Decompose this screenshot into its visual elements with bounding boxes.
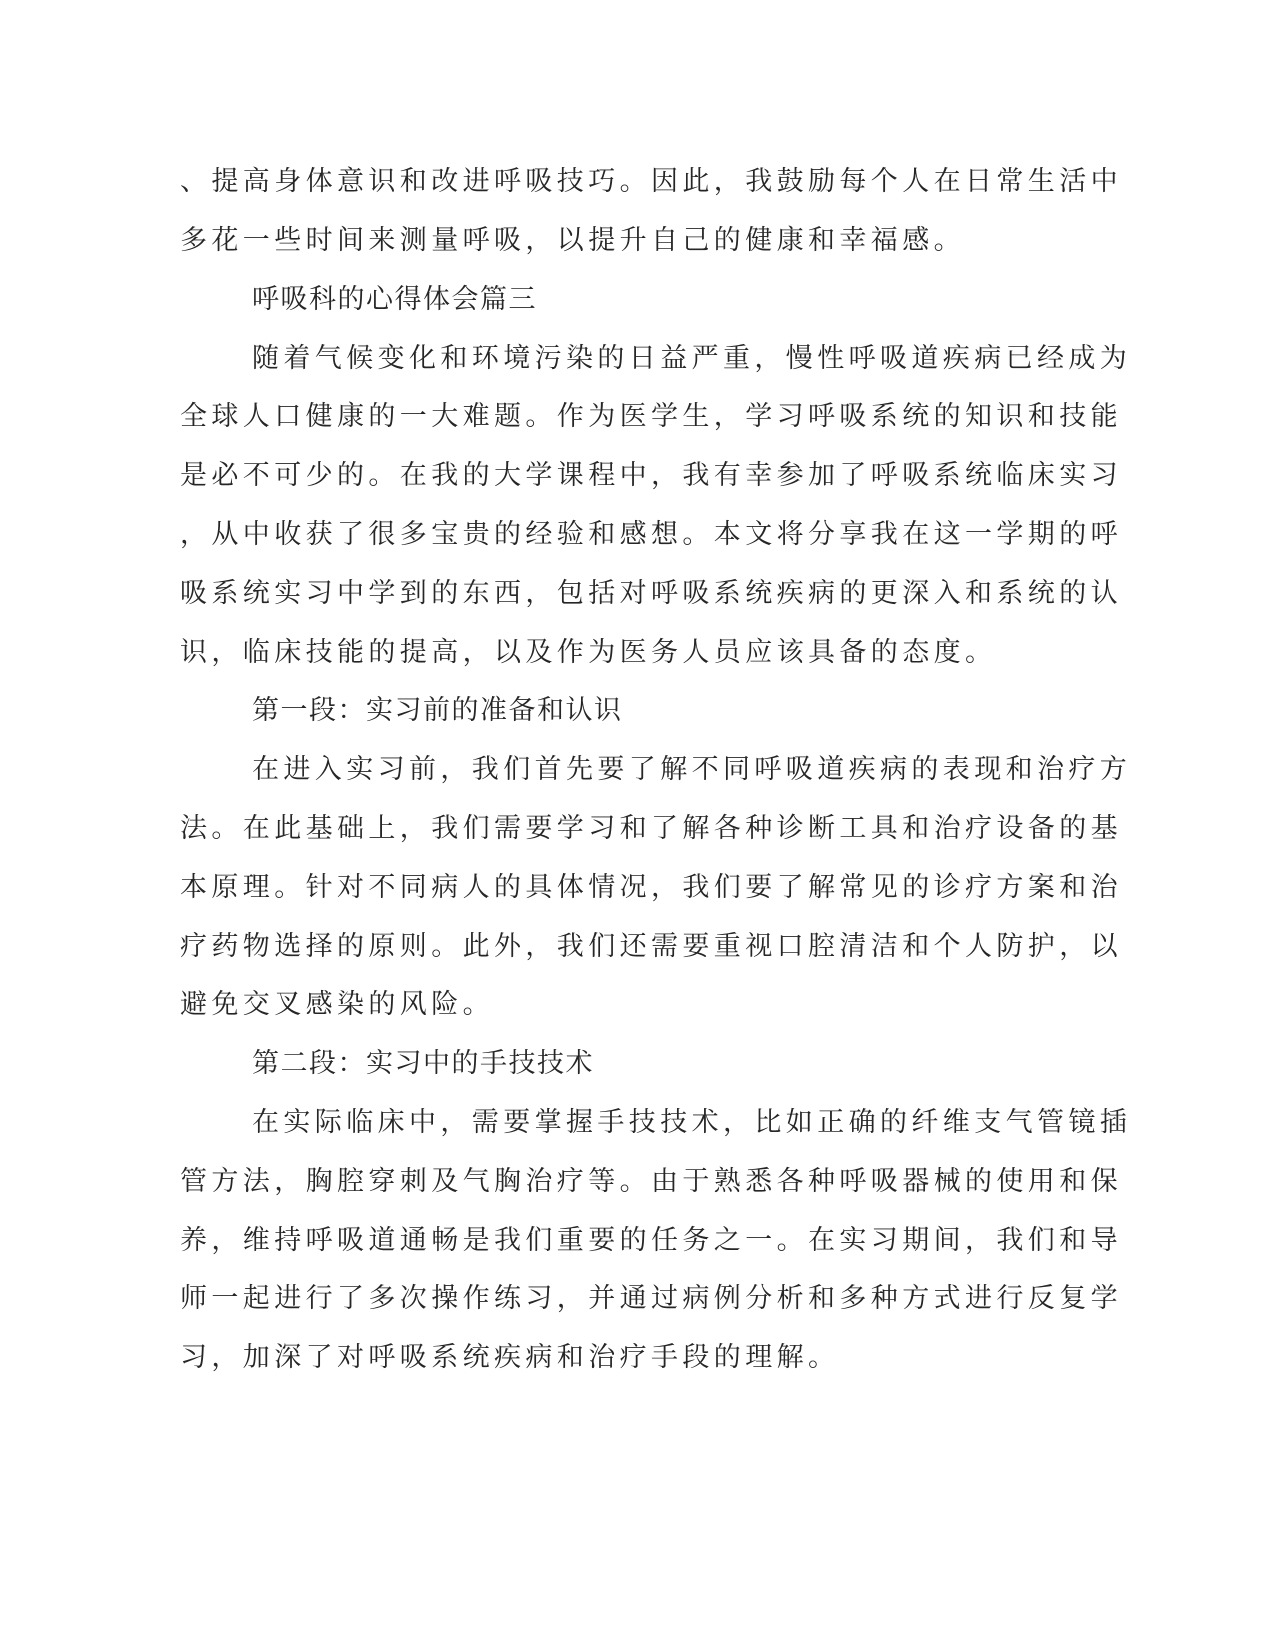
text-line: 本原理。针对不同病人的具体情况，我们要了解常见的诊疗方案和治	[180, 872, 1122, 903]
text-line: 师一起进行了多次操作练习，并通过病例分析和多种方式进行反复学	[180, 1283, 1122, 1314]
text-line: 全球人口健康的一大难题。作为医学生，学习呼吸系统的知识和技能	[180, 401, 1122, 432]
text-line: 法。在此基础上，我们需要学习和了解各种诊断工具和治疗设备的基	[180, 813, 1122, 844]
text-line: 识，临床技能的提高，以及作为医务人员应该具备的态度。	[180, 637, 997, 668]
text-line: 管方法，胸腔穿刺及气胸治疗等。由于熟悉各种呼吸器械的使用和保	[180, 1166, 1122, 1197]
section-heading: 第一段：实习前的准备和认识	[252, 695, 623, 726]
text-line: 避免交叉感染的风险。	[180, 989, 494, 1020]
text-line: 多花一些时间来测量呼吸，以提升自己的健康和幸福感。	[180, 225, 965, 256]
section-heading: 第二段：实习中的手技技术	[252, 1048, 594, 1079]
text-line: 在进入实习前，我们首先要了解不同呼吸道疾病的表现和治疗方	[252, 754, 1132, 785]
text-line: ，从中收获了很多宝贵的经验和感想。本文将分享我在这一学期的呼	[180, 519, 1122, 550]
text-line: 疗药物选择的原则。此外，我们还需要重视口腔清洁和个人防护，以	[180, 931, 1122, 962]
text-line: 习，加深了对呼吸系统疾病和治疗手段的理解。	[180, 1342, 840, 1373]
text-line: 养，维持呼吸道通畅是我们重要的任务之一。在实习期间，我们和导	[180, 1225, 1122, 1256]
section-title: 呼吸科的心得体会篇三	[252, 284, 537, 315]
text-line: 在实际临床中，需要掌握手技技术，比如正确的纤维支气管镜插	[252, 1107, 1132, 1138]
text-line: 随着气候变化和环境污染的日益严重，慢性呼吸道疾病已经成为	[252, 343, 1132, 374]
text-line: 、提高身体意识和改进呼吸技巧。因此，我鼓励每个人在日常生活中	[180, 166, 1122, 197]
text-line: 是必不可少的。在我的大学课程中，我有幸参加了呼吸系统临床实习	[180, 460, 1122, 491]
text-line: 吸系统实习中学到的东西，包括对呼吸系统疾病的更深入和系统的认	[180, 578, 1122, 609]
